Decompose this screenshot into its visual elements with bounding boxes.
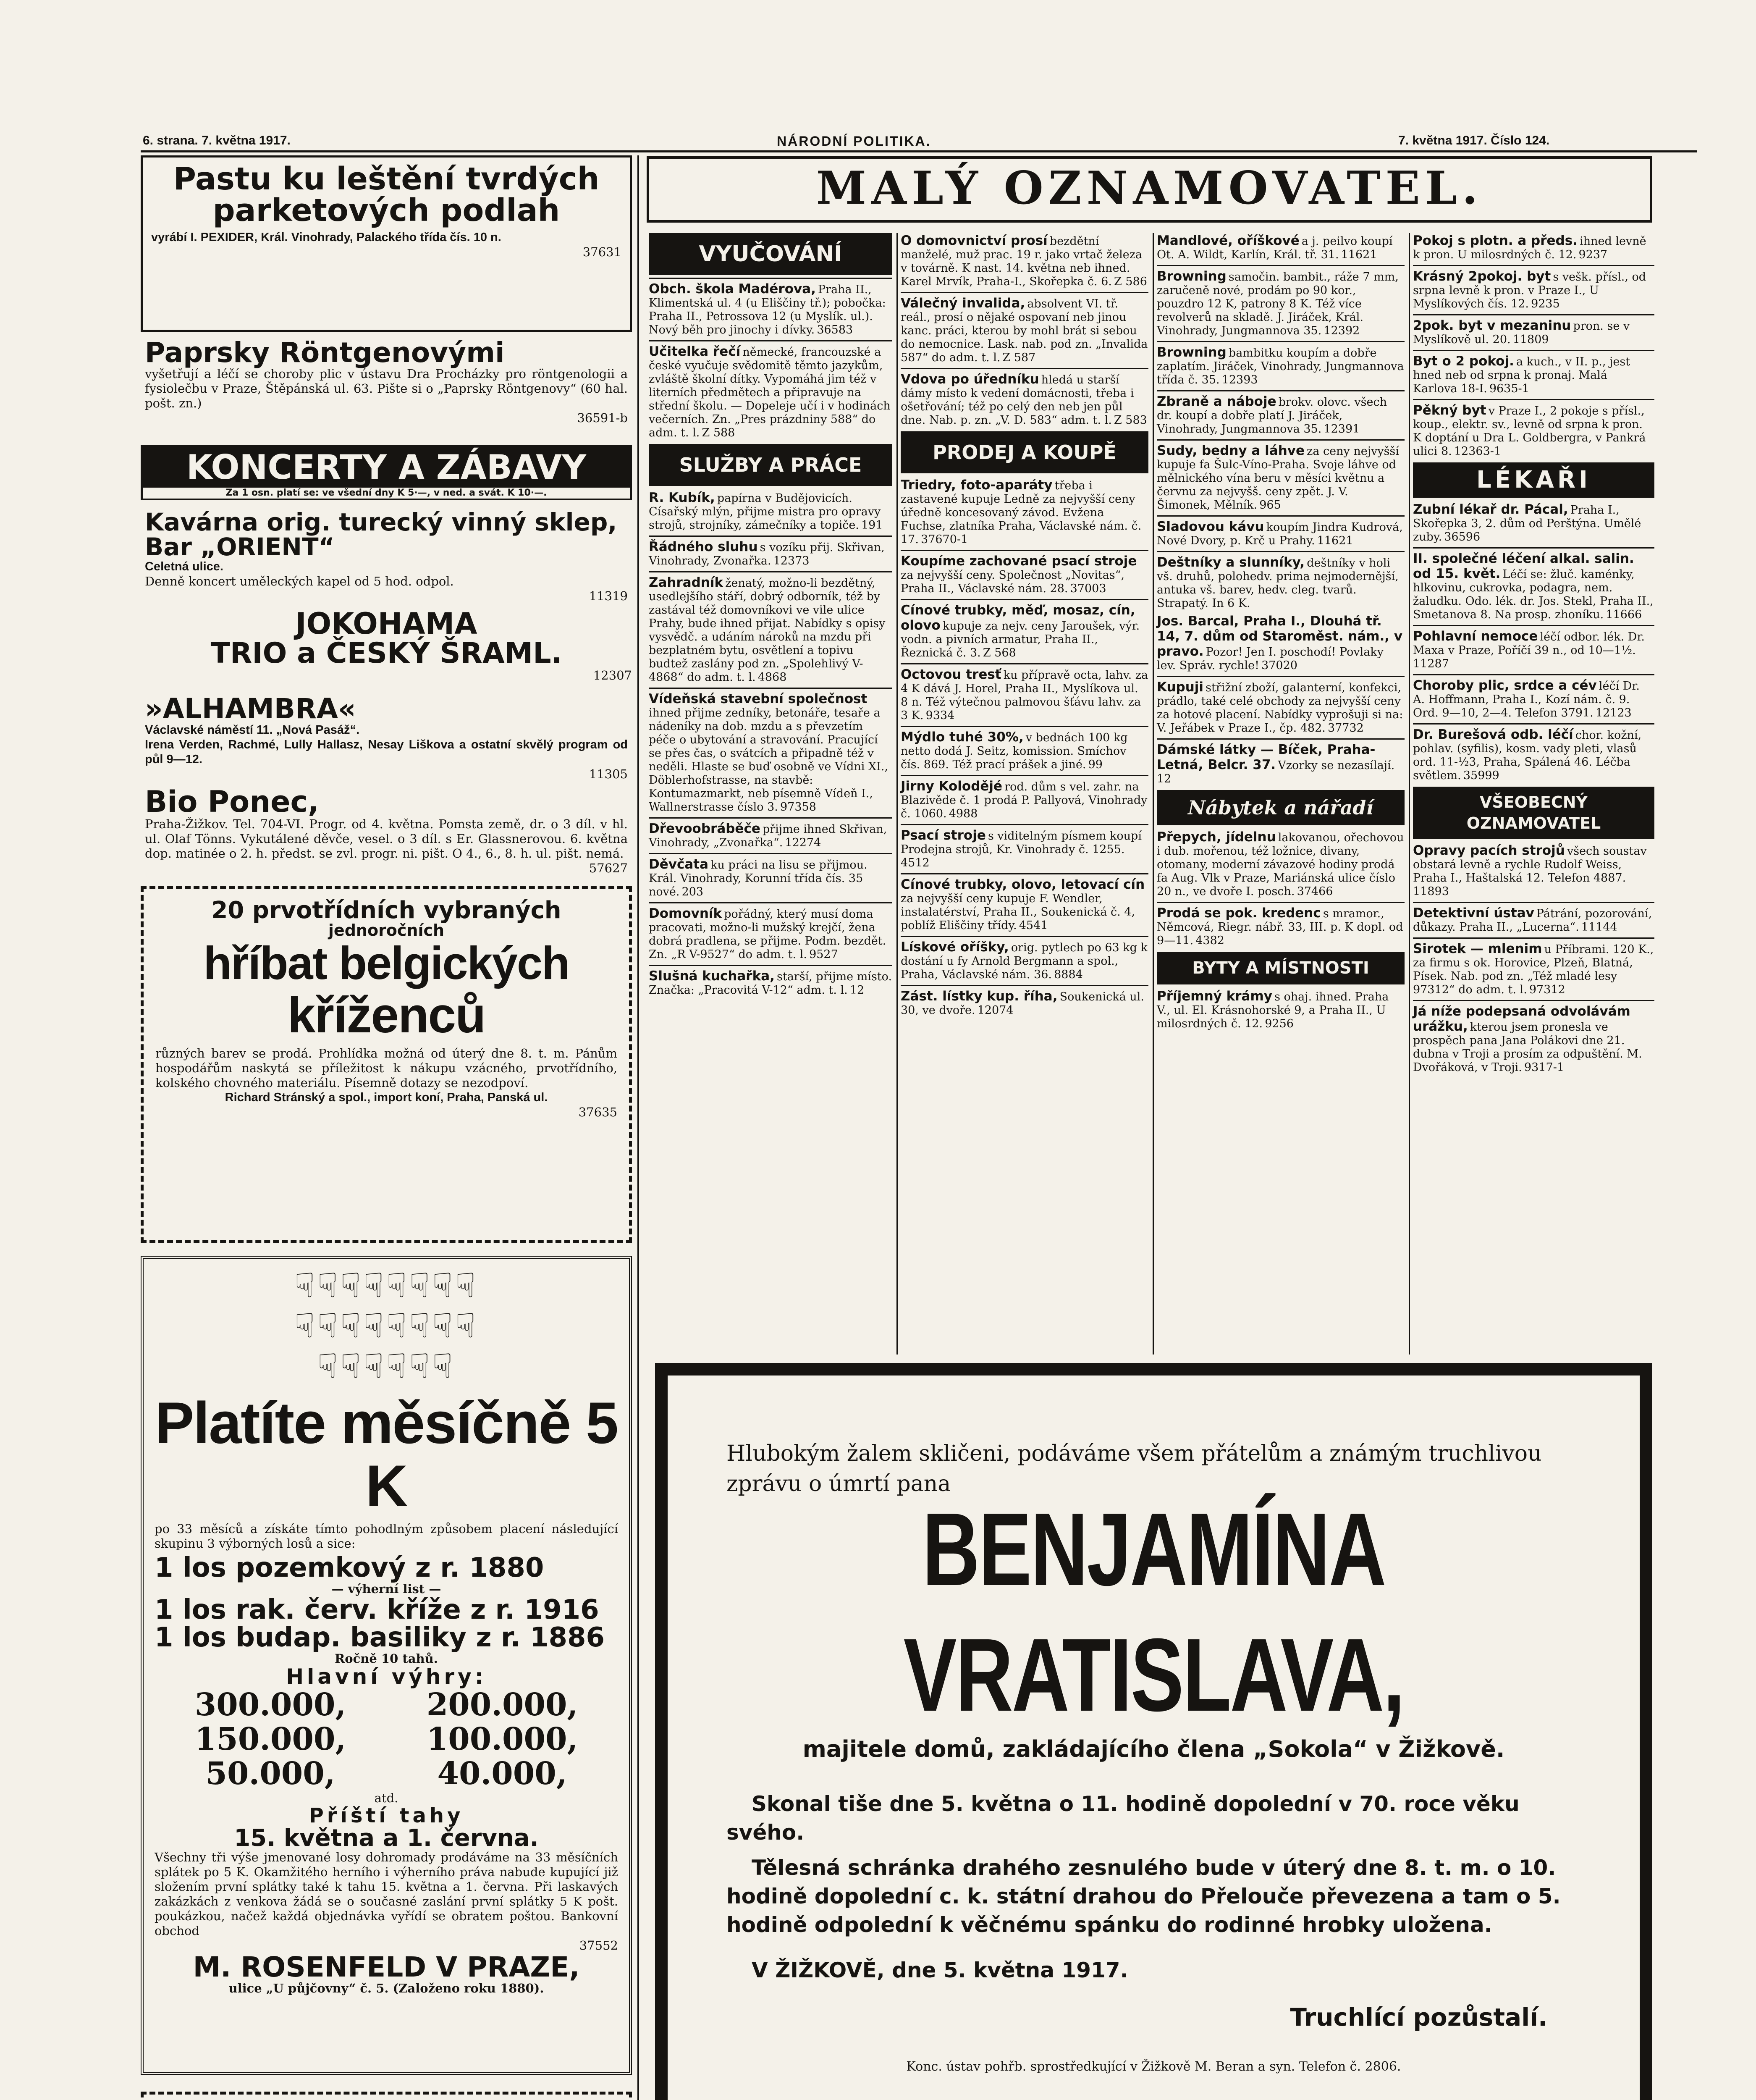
entry-code: 12393 xyxy=(1221,373,1258,386)
ad-alhambra-text: Irena Verden, Rachmé, Lully Hallasz, Nesay Liškova a ostatní skvělý program od půl 9—12. xyxy=(145,738,628,766)
entry-code: 37003 xyxy=(1070,582,1106,595)
entry-text: v Praze I., 2 pokoje s přísl., koup., elektr. sv., levně od srpna k pron. K doptání u Dra L. Goldbergra, v Pankrá ulici 8. xyxy=(1413,404,1646,458)
entry-head: Opravy pacích strojů xyxy=(1413,843,1565,858)
classified-entry xyxy=(1157,519,1405,548)
entry-head: Deštníky a slunníky, xyxy=(1157,555,1305,570)
entry-code: 9635-1 xyxy=(1489,382,1529,395)
entry-code: 11287 xyxy=(1413,657,1449,670)
entry-head: Choroby plic, srdce a cév xyxy=(1413,678,1597,693)
entry-code: 12392 xyxy=(1324,324,1360,337)
classified-entry xyxy=(901,667,1148,722)
entry-text: Léčí se: žluč. kaménky, hlkovinu, cukrovka, podagra, nem. žaludku. Odo. lék. dr. Jos. Stekl, Praha II., Smetanova 8. Na prosp. zhoníku. xyxy=(1413,568,1654,621)
entry-head: Browning xyxy=(1157,345,1227,360)
entry-code: 12074 xyxy=(977,1004,1014,1017)
ad-hribat xyxy=(141,886,632,1243)
ad-paprsky-text: vyšetřují a léčí se choroby plic v ústavu Dra Procházky pro röntgenologii a fysiolečbu v Praze, Štěpánská ul. 63. Pište si o „Paprsky Röntgenovy“ (60 hal. pošt. zn.) xyxy=(145,367,628,411)
classified-entry xyxy=(1413,843,1654,898)
entry-code: 12274 xyxy=(785,836,821,849)
ad-rosenfeld xyxy=(141,1256,632,2075)
entry-code: 9235 xyxy=(1531,297,1560,310)
classified-entry xyxy=(649,539,892,568)
entry-head: Pohlavní nemoce xyxy=(1413,629,1538,644)
entry-code: 37732 xyxy=(1327,722,1364,735)
classified-entry xyxy=(1413,551,1654,622)
entry-head: Browning xyxy=(1157,269,1227,284)
ad-hribat-line1: 20 prvotřídních vybraných xyxy=(211,897,561,924)
entry-text: ihned přijme zedníky, betonáře, tesaře a nádeníky na dob. mzdu a s převzetím péče o ubytování a stravování. Pracující se přes čas, o svátcích a připadně též v neděli. Hlaste se buď osobně ve Vídni XI., Döblerhofstrasse, na stavbě: Kontumazmarkt, neb písemně Vídeň I., Wallnerstrasse číslo 3. xyxy=(649,706,888,814)
classified-entry xyxy=(1157,269,1405,338)
entry-text: za nejvyšší ceny. Společnost „Novitas“, Praha II., Václavské nám. 28. xyxy=(901,569,1125,595)
entry-head: Mýdlo tuhé 30%, xyxy=(901,730,1024,745)
ad-rosenfeld-lot2: 1 los rak. červ. kříže z r. 1916 xyxy=(155,1594,599,1626)
ad-dudova xyxy=(141,2092,632,2100)
ad-rosenfeld-title: Platíte měsíčně 5 K xyxy=(155,1390,618,1519)
entry-code: 11666 xyxy=(1606,608,1642,621)
entry-code: 9256 xyxy=(1265,1017,1294,1030)
classified-entry xyxy=(1157,233,1405,262)
entry-head: Jirny Kolodějé xyxy=(901,779,1003,794)
obituary-paragraph-2: Tělesná schránka drahého zesnulého bude v úterý dne 8. t. m. o 10. hodině dopolední c. k. státní drahou do Přelouče převezena a tam o 5. hodině odpolední k věčnému spánku do rodinné hrobky uložena. xyxy=(726,1856,1561,1937)
ad-alhambra-title: »ALHAMBRA« xyxy=(145,693,356,725)
classified-entry xyxy=(1413,678,1654,720)
entry-code: 36583 xyxy=(817,323,853,336)
entry-text: u Příbrami. 120 K., za firmu s ok. Horovice, Plzeň, Blatná, Písek. Nab. pod zn. „Též mladé lesy 97312“ do adm. t. l. xyxy=(1413,943,1654,996)
classified-entry xyxy=(649,821,892,850)
ad-rosenfeld-lot1: 1 los pozemkový z r. 1880 xyxy=(155,1552,544,1583)
ad-bio-title: Bio Ponec, xyxy=(145,785,319,819)
classified-entry xyxy=(1157,345,1405,387)
section-banner-sluzby: SLUŽBY A PRÁCE xyxy=(649,444,892,486)
entry-head: Octovou tresť xyxy=(901,667,1001,682)
ad-kavarna-street: Celetná ulice. xyxy=(145,560,223,574)
obituary-signature: Truchlící pozůstalí. xyxy=(1290,2003,1547,2032)
column-divider xyxy=(637,155,639,2100)
win-amount: 200.000, xyxy=(426,1686,578,1723)
entry-text: papírna v Budějovicích. Císařský mlýn, přijme mistra pro opravy strojů, strojníky, zámečníky a topiče. xyxy=(649,492,881,532)
entry-head: Vídeňská stavební společnost xyxy=(649,691,868,706)
entry-text: ku práci na lisu se přijmou. Král. Vinohrady, Korunní třída čís. 35 nové. xyxy=(649,858,868,898)
classified-entry xyxy=(649,281,892,337)
entry-code: 4868 xyxy=(757,671,787,684)
entry-head: Dámské látky — Bíček, Praha-Letná, Belcr. 37. xyxy=(1157,742,1376,772)
win-amount: 100.000, xyxy=(426,1721,578,1757)
entry-head: Válečný invalida, xyxy=(901,296,1025,311)
classified-entry xyxy=(1413,941,1654,997)
entry-head: Detektivní ústav xyxy=(1413,906,1534,921)
ad-rosenfeld-draw-title: Příští tahy xyxy=(309,1803,464,1827)
entry-head: Zubní lékař dr. Pácal, xyxy=(1413,502,1568,517)
ad-pastu xyxy=(141,155,632,332)
ad-hribat-title2: kříženců xyxy=(287,987,485,1043)
ad-bio-text: Praha-Žižkov. Tel. 704-VI. Progr. od 4. května. Pomsta země, dr. o 3 díl. v hl. ul. Olaf Tönns. Vykutálené děvče, vesel. o 3 díl. s Er. Glassnerovou. 6. května dop. matinée o 2. h. předst. se zvl. progr. ni. pišt. O 4., 6., 8. h. ul. pišt. nemá. xyxy=(145,817,628,861)
entry-text: s mramor., Němcová, Riegr. nábř. 33, III. p. K dopl. od 9—11. xyxy=(1157,907,1403,947)
entry-code: 9527 xyxy=(809,948,838,961)
win-amount: 40.000, xyxy=(437,1755,567,1792)
entry-head: Pokoj s plotn. a předs. xyxy=(1413,233,1578,248)
entry-text: pron. se v Myslíkově ul. 20. xyxy=(1413,320,1630,346)
entry-code: 9334 xyxy=(925,709,955,722)
entry-text: třeba i zastavené kupuje Ledně za nejvyšší ceny úředně koncesovaný závod. Evžena Fuchse, zlatníka Praha, Václavské nám. č. 17. xyxy=(901,479,1142,546)
ad-jokohama-code: 12307 xyxy=(593,668,632,682)
ad-hribat-code: 37635 xyxy=(578,1105,617,1119)
entry-text: a kuch., v II. p., jest hned neb od srpna k pronaj. Malá Karlova 18-I. xyxy=(1413,355,1630,395)
entry-text: rod. dům s vel. zahr. na Blazivěde č. 1 prodá P. Pallyová, Vinohrady č. 1060. xyxy=(901,780,1148,820)
entry-head: Sladovou kávu xyxy=(1157,519,1264,534)
classified-entry xyxy=(1157,742,1405,786)
ad-rosenfeld-code: 37552 xyxy=(579,1938,618,1953)
win-amount: 300.000, xyxy=(194,1686,346,1723)
entry-code: 4382 xyxy=(1195,934,1224,947)
ad-paprsky-code: 36591-b xyxy=(577,411,628,425)
ad-rosenfeld-text: Všechny tři výše jmenované losy dohromady prodáváme na 33 měsíčních splátek po 5 K. Okamžitého herního i výherního práva nabude kupující již složením první splátky také k tahu 15. května a 1. června. Při laskavých zakázkách z venkova žádá se o současné zaslání první splátky 5 K pošt. poukázkou, načež každá objednávka vyřídí se obratem poštou. Bankovní obchod xyxy=(155,1850,618,1938)
classified-entry xyxy=(649,344,892,440)
ad-hribat-text: různých barev se prodá. Prohlídka možná od úterý dne 8. t. m. Pánům hospodářům naskytá se příležitost k nákupu vzácného, prvotřídního, kolského chovného materiálu. Písemně dotazy se nezodpoví. xyxy=(155,1046,617,1090)
pointing-hands-row: ☟☟☟☟☟☟☟☟ ☟☟☟☟☟☟☟☟ ☟☟☟☟☟☟ xyxy=(294,1266,478,1386)
entry-code: 37466 xyxy=(1297,885,1333,898)
classified-entry xyxy=(1413,906,1654,934)
entry-head: Řádného sluhu xyxy=(649,539,758,554)
ad-bio-ponec xyxy=(141,785,632,882)
section-banner-prodej: PRODEJ A KOUPĚ xyxy=(901,431,1148,473)
classified-entry xyxy=(1157,989,1405,1031)
entry-head: Zást. lístky kup. říha, xyxy=(901,989,1058,1004)
classified-entry xyxy=(1157,394,1405,436)
entry-head: Zbraně a náboje xyxy=(1157,394,1276,409)
header-rule xyxy=(141,150,1697,152)
entry-head: Kupuji xyxy=(1157,680,1204,695)
entry-code: Z 583 xyxy=(1114,414,1147,427)
section-banner-vyucovani: VYUČOVÁNÍ xyxy=(649,233,892,275)
ad-alhambra xyxy=(141,693,632,781)
section-banner-koncerty xyxy=(141,445,632,500)
ad-pastu-text: vyrábí I. PEXIDER, Král. Vinohrady, Palackého třída čís. 10 n. xyxy=(151,230,501,244)
classified-entry xyxy=(901,989,1148,1017)
koncerty-note: Za 1 osn. platí se: ve všední dny K 5·—, v ned. a svát. K 10·—. xyxy=(143,488,630,499)
entry-code: 11893 xyxy=(1413,885,1449,898)
classified-entry xyxy=(1157,555,1405,610)
ad-hribat-firm: Richard Stránský a spol., import koní, Praha, Panská ul. xyxy=(225,1090,548,1104)
entry-code: 191 xyxy=(861,519,883,532)
entry-head: Koupíme zachované psací stroje xyxy=(901,554,1137,569)
entry-head: 2pok. byt v mezaninu xyxy=(1413,318,1571,333)
entry-head: Pěkný byt xyxy=(1413,403,1486,418)
entry-head: Jos. Barcal, Praha I., Dlouhá tř. 14, 7. dům od Staroměst. nám., v pravo. xyxy=(1157,614,1403,659)
entry-head: R. Kubík, xyxy=(649,490,715,505)
entry-text: ihned levně k pron. U milosrdných č. 12. xyxy=(1413,235,1646,261)
ad-pastu-code: 37631 xyxy=(582,244,621,259)
entry-text: koupím Jindra Kudrová, Nové Dvory, p. Krč u Prahy. xyxy=(1157,521,1403,547)
entry-head: Triedry, foto-aparáty xyxy=(901,478,1053,493)
entry-code: 9317-1 xyxy=(1524,1061,1564,1074)
obituary-intro: Hlubokým žalem skličeni, podáváme všem přátelům a známým truchlivou zprávu o úmrtí pana xyxy=(726,1441,1542,1496)
classified-entry xyxy=(1413,318,1654,346)
ad-jokohama xyxy=(141,606,632,689)
entry-text: orig. pytlech po 63 kg k dostání u fy Arnold Bergmann a spol., Praha, Václavské nám. 36. xyxy=(901,941,1148,981)
entry-code: Z 568 xyxy=(983,646,1016,659)
ad-hribat-line2: jednoročních xyxy=(328,921,445,940)
classified-entry xyxy=(1413,403,1654,458)
entry-text: přijme ihned Skřivan, Vinohrady, „Zvonařka“. xyxy=(649,823,887,849)
ad-rosenfeld-wins-grid xyxy=(155,1688,618,1791)
koncerty-banner-text: KONCERTY A ZÁBAVY xyxy=(186,448,587,487)
classified-entry xyxy=(1413,269,1654,311)
entry-head: Dřevoobráběče xyxy=(649,821,760,836)
entry-head: Domovník xyxy=(649,906,722,921)
classified-entry xyxy=(1157,443,1405,512)
entry-code: 37020 xyxy=(1261,659,1297,672)
entry-head: O domovnictví prosí xyxy=(901,233,1048,248)
classified-entry xyxy=(1413,354,1654,396)
entry-text: Praha I., Skořepka 3, 2. dům od Perštýna. Umělé zuby. xyxy=(1413,504,1641,543)
classified-entry xyxy=(901,828,1148,870)
entry-code: 4512 xyxy=(901,856,930,869)
entry-text: pořádný, který musí doma pracovati, možno-li mužský krejčí, žena dobrá pradlena, se přijme. Podm. bezdět. Zn. „R V-9527“ do adm. t. l. xyxy=(649,908,886,961)
entry-text: s ohaj. ihned. Praha V., ul. El. Krásnohorské 9, a Praha II., U milosrdných č. 12. xyxy=(1157,990,1389,1030)
obituary-paragraph-1: Skonal tiše dne 5. května o 11. hodině dopolední v 70. roce věku svého. xyxy=(726,1792,1520,1845)
entry-text: brokv. olovc. všech dr. koupí a dobře platí J. Jiráček, Vinohrady, Jungmannova 35. xyxy=(1157,396,1387,436)
entry-code: 12391 xyxy=(1324,423,1360,436)
entry-code: 11809 xyxy=(1512,333,1549,346)
entry-head: Mandlové, oříškové xyxy=(1157,233,1300,248)
entry-code: 12123 xyxy=(1595,706,1632,719)
classified-entry xyxy=(901,554,1148,596)
entry-code: 965 xyxy=(1259,499,1281,512)
classified-entry xyxy=(649,906,892,961)
entry-head: Přepych, jídelnu xyxy=(1157,830,1276,845)
classified-divider xyxy=(896,233,898,1354)
classified-entry xyxy=(1157,830,1405,898)
entry-head: Sirotek — mlenim xyxy=(1413,941,1542,956)
classified-divider xyxy=(1409,233,1410,1354)
entry-text: deštníky v holi vš. druhů, polohedv. prima nejmodernější, antuka vš. barev, hedv. cleg. tvarů. Strapatý. In 6 K. xyxy=(1157,556,1399,610)
entry-text: všech soustav obstará levně a rychle Rudolf Weiss, Praha I., Haštalská 12. Telefon 4887. xyxy=(1413,845,1647,885)
ad-jokohama-subtitle: TRIO a ČESKÝ ŠRAML. xyxy=(210,637,562,670)
entry-text: bambitku koupím a dobře zaplatím. Jiráček, Vinohrady, Jungmannova třída č. 35. xyxy=(1157,346,1404,386)
classified-entry xyxy=(1157,614,1405,672)
entry-code: 4988 xyxy=(949,807,978,820)
entry-code: 11144 xyxy=(1581,921,1617,934)
section-banner-nabytek: Nábytek a nářadí xyxy=(1157,790,1405,825)
classified-column-1 xyxy=(649,233,892,1354)
entry-head: Byt o 2 pokoj. xyxy=(1413,354,1514,369)
ad-alhambra-code: 11305 xyxy=(589,767,628,782)
entry-text: ku přípravě octa, lahv. za 4 K dává J. Horel, Praha II., Myslíkova ul. 8 n. Též výtečnou palmovou šťávu lahv. za 3 K. xyxy=(901,669,1148,722)
entry-text: s viditelným písmem koupí Prodejna strojů, Kr. Vinohrady č. 1255. xyxy=(901,830,1142,856)
classified-entry xyxy=(901,233,1148,289)
entry-head: Vdova po úředníku xyxy=(901,372,1039,387)
classified-entry xyxy=(649,857,892,899)
ad-hribat-title1: hříbat belgických xyxy=(203,937,569,989)
entry-text: chor. kožní, pohlav. (syfilis), kosm. vady pleti, vlasů ord. 11-½3, Praha, Spálená 46. Léčba světlem. xyxy=(1413,729,1642,782)
obituary-footer: Konc. ústav pohřb. sprostředkující v Žižkově M. Beran a syn. Telefon č. 2806. xyxy=(906,2059,1401,2074)
ad-alhambra-address: Václavské náměstí 11. „Nová Pasáž“. xyxy=(145,723,360,737)
ad-kavarna xyxy=(141,508,632,604)
entry-head: Cínové trubky, měď, mosaz, cín, olovo xyxy=(901,603,1135,633)
entry-head: Sudy, bedny a láhve xyxy=(1157,443,1305,458)
entry-text: absolvent VI. tř. reál., prosí o nějaké ospovaní neb jinou kanc. práci, kterou by mohl brát si sebou do nemocnice. Lask. nab. pod zn. „Invalida 587“ do adm. t. l. xyxy=(901,297,1148,364)
entry-code: 99 xyxy=(1088,758,1103,771)
entry-code: 4541 xyxy=(1019,919,1048,932)
entry-head: Lískové oříšky, xyxy=(901,940,1009,955)
entry-text: starší, přijme místo. Značka: „Pracovitá V-12“ adm. t. l. xyxy=(649,970,892,997)
entry-code: 36596 xyxy=(1444,530,1481,543)
entry-head: Cínové trubky, olovo, letovací cín xyxy=(901,877,1145,892)
classified-entry xyxy=(1157,906,1405,948)
entry-code: 12 xyxy=(849,984,865,997)
entry-text: a j. peilvo koupí Ot. A. Wildt, Karlín, Král. tř. 31. xyxy=(1157,235,1393,261)
ad-rosenfeld-wins-note: atd. xyxy=(374,1790,398,1805)
classified-entry xyxy=(901,372,1148,427)
entry-head: II. společné léčení alkal. salin. od 15. květ. xyxy=(1413,551,1634,581)
obituary-place-date: V ŽIŽKOVĚ, dne 5. května 1917. xyxy=(752,1958,1128,1982)
entry-code: 97358 xyxy=(780,801,816,814)
classified-entry xyxy=(901,940,1148,982)
entry-head: Slušná kuchařka, xyxy=(649,969,775,984)
ad-paprsky-title: Paprsky Röntgenovými xyxy=(145,336,505,369)
classified-entry xyxy=(901,296,1148,365)
entry-head: Já níže podepsaná odvolávám urážku, xyxy=(1413,1004,1630,1034)
entry-code: 97312 xyxy=(1529,983,1565,996)
classified-entry xyxy=(1157,680,1405,735)
classified-entry xyxy=(901,730,1148,772)
classified-column-4 xyxy=(1413,233,1654,1354)
masthead: NÁRODNÍ POLITIKA. xyxy=(777,134,931,149)
classified-entry xyxy=(1413,502,1654,544)
section-banner-vseobecny: VŠEOBECNÝ OZNAMOVATEL xyxy=(1413,787,1654,839)
entry-head: Učitelka řečí xyxy=(649,344,741,359)
win-amount: 50.000, xyxy=(205,1755,335,1792)
entry-text: bezdětní manželé, muž prac. 19 r. jako vrtač železa v továrně. K nast. 14. května neb ihned. Karel Mrvík, Praha-I., Skořepka č. 6. xyxy=(901,235,1143,288)
entry-text: s vozíku přij. Skřivan, Vinohrady, Zvonařka. xyxy=(649,541,885,567)
entry-code: Z 588 xyxy=(702,426,735,439)
obituary-notice xyxy=(655,1363,1652,2100)
entry-code: 9237 xyxy=(1578,248,1608,261)
ad-rosenfeld-firm: M. ROSENFELD V PRAZE, xyxy=(193,1950,580,1983)
page-date-right: 7. května 1917. Číslo 124. xyxy=(1398,134,1550,147)
obituary-name: BENJAMÍNA VRATISLAVA, xyxy=(903,1491,1404,1733)
ad-rosenfeld-lot3: 1 los budap. basiliky z r. 1886 xyxy=(155,1622,605,1653)
entry-text: kterou jsem pronesla ve prospěch pana Jana Polákovi dne 21. dubna v Troji a prosím za odpuštění. M. Dvořáková, v Troji. xyxy=(1413,1021,1642,1074)
entry-head: Psací stroje xyxy=(901,828,986,843)
classified-entry xyxy=(901,603,1148,660)
classified-entry xyxy=(649,575,892,684)
entry-code: 11621 xyxy=(1317,534,1353,547)
ad-rosenfeld-draw-dates: 15. května a 1. června. xyxy=(234,1824,539,1852)
entry-code: 12363-1 xyxy=(1454,445,1502,458)
classified-entry xyxy=(901,478,1148,546)
entry-text: Soukenická ul. 30, ve dvoře. xyxy=(901,990,1144,1017)
section-banner-byty: BYTY A MÍSTNOSTI xyxy=(1157,952,1405,984)
entry-head: Krásný 2pokoj. byt xyxy=(1413,269,1551,284)
entry-code: 11621 xyxy=(1341,248,1377,261)
classified-column-3 xyxy=(1157,233,1405,1354)
entry-text: s vešk. přísl., od srpna levně k pron. v Praze I., U Myslíkových čís. 12. xyxy=(1413,270,1646,310)
entry-text: za ceny nejvyšší kupuje fa Šulc-Víno-Praha. Svoje láhve od mělnického vína beru v měsíci květnu a červnu za nejvyšš. ceny zpět. J. V. Šimonek, Mělník. xyxy=(1157,445,1399,512)
entry-text: samočin. bambit., ráže 7 mm, zaručeně nové, prodám po 90 kor., pouzdro 12 K, patrony 8 K. Též více revolverů na skladě. J. Jiráček, Král. Vinohrady, Jungmannova 35. xyxy=(1157,270,1399,337)
entry-text: léčí odbor. lék. Dr. Maxa v Praze, Poříčí 39 n., od 10—1½. xyxy=(1413,630,1645,657)
section-banner-lekari: LÉKAŘI xyxy=(1413,462,1654,498)
entry-head: Děvčata xyxy=(649,857,708,872)
entry-text: hledá u starší dámy místo k vedení domácnosti, třeba i ošetřování; též po celý den neb jen půl dne. Nab. p. zn. „V. D. 583“ adm. t. l. xyxy=(901,373,1134,427)
ad-bio-code: 57627 xyxy=(589,861,628,876)
ad-rosenfeld-wins-title: Hlavní výhry: xyxy=(286,1664,487,1689)
classified-entry xyxy=(1413,629,1654,671)
ad-rosenfeld-lot1-note: — výherní list — xyxy=(331,1582,441,1596)
ad-kavarna-code: 11319 xyxy=(589,589,628,604)
entry-head: Příjemný krámy xyxy=(1157,989,1272,1004)
entry-head: Zahradník xyxy=(649,575,723,590)
entry-head: Prodá se pok. kredenc xyxy=(1157,906,1321,921)
obituary-role: majitele domů, zakládajícího člena „Sokola“ v Žižkově. xyxy=(802,1736,1505,1762)
win-amount: 150.000, xyxy=(194,1721,346,1757)
classified-entry xyxy=(1413,727,1654,782)
entry-head: Dr. Burešová odb. léčí xyxy=(1413,727,1573,742)
entry-code: Z 587 xyxy=(1002,351,1036,364)
classified-divider xyxy=(1153,233,1154,1354)
entry-code: 12 xyxy=(1157,772,1172,785)
entry-text: německé, francouzské a české vyučuje svědomitě těmto jazykům, zvláště školní dítky. Vypomáhá jim též v literních předmětech a připravuje na střední školu. — Dopeleje učí i v hodinách večerních. Zn. „Pres prázdniny 588“ do adm. t. l. xyxy=(649,346,891,439)
classified-column-2 xyxy=(901,233,1148,1354)
ad-rosenfeld-intro: po 33 měsíců a získáte tímto pohodlným způsobem placení následující skupinu 3 výborných losů a sice: xyxy=(155,1522,618,1551)
left-ad-column xyxy=(141,155,632,2100)
classified-entry xyxy=(1413,233,1654,262)
ad-rosenfeld-address: ulice „U půjčovny“ č. 5. (Založeno roku 1880). xyxy=(228,1981,544,1996)
entry-code: 12373 xyxy=(773,554,810,567)
entry-text: Praha II., Klimentská ul. 4 (u Eliščiny tř.); pobočka: Praha II., Petrossova 12 (u Myslík. ul.). Nový běh pro jinochy i dívky. xyxy=(649,283,886,336)
entry-text: Pozor! Jen I. poschodí! Povlaky lev. Správ. rychle! xyxy=(1157,646,1384,672)
page-date-left: 6. strana. 7. května 1917. xyxy=(143,134,291,147)
ad-kavarna-text: Denně koncert uměleckých kapel od 5 hod. odpol. xyxy=(145,574,454,589)
classified-entry xyxy=(649,691,892,814)
classified-title: MALÝ OZNAMOVATEL. xyxy=(647,156,1652,223)
entry-text: v bednách 100 kg netto dodá J. Seitz, komission. Smíchov čís. 869. Též prací prášek a jiné. xyxy=(901,731,1128,771)
ad-paprsky xyxy=(141,336,632,437)
entry-text: Pátrání, pozorování, důkazy. Praha II., „Lucerna“. xyxy=(1413,907,1652,934)
classified-entry xyxy=(649,969,892,997)
entry-code: 8884 xyxy=(1054,968,1083,981)
ad-rosenfeld-lot3-note: Ročně 10 tahů. xyxy=(335,1651,438,1666)
entry-text: střižní zboží, galanterní, konfekci, prádlo, také celé obchody za nejvyšší ceny za hotové placení. Nabídky vyprošuji si na: V. Jeřábek v Praze I., čp. 482. xyxy=(1157,681,1403,735)
ad-jokohama-title: JOKOHAMA xyxy=(295,606,477,641)
ad-pastu-title: Pastu ku leštění tvrdých parketových podlah xyxy=(173,161,600,229)
entry-code: 203 xyxy=(681,885,704,898)
classified-entry xyxy=(649,490,892,532)
entry-text: Vzorky se nezasílají. xyxy=(1278,759,1395,772)
entry-code: Z 586 xyxy=(1114,275,1147,288)
entry-code: 35999 xyxy=(1463,769,1499,782)
entry-text: ženatý, možno-li bezdětný, usedlejšího stáří, dobrý odborník, též by zastával též domovníkovi ve vile ulice Prahy, bude ihned přijat. Nabídky s opisy vysvědč. a udáním nároků na mzdu při bezplatném bytu, osvětlení a topivu budtež zaslány pod zn. „Spolehlivý V-4868“ do adm. t. l. xyxy=(649,577,886,684)
classified-entry xyxy=(901,779,1148,821)
entry-text: léčí Dr. A. Hoffmann, Praha I., Kozí nám. č. 9. Ord. 9—10, 2—4. Telefon 3791. xyxy=(1413,680,1640,719)
classified-entry xyxy=(1413,1004,1654,1074)
ad-kavarna-title: Kavárna orig. turecký vinný sklep, Bar „ORIENT“ xyxy=(145,508,617,562)
entry-text: za nejvyšší ceny kupuje F. Wendler, instalatérství, Praha II., Soukenická č. 4, poblíž Eliščiny třídy. xyxy=(901,892,1135,932)
entry-text: lakovanou, ořechovou i dub. mořenou, též ložnice, divany, otomany, moderní závazové hodiny prodá fa Aug. Vlk v Praze, Mariánská ulice číslo 20 n., ve dvoře I. posch. xyxy=(1157,831,1404,898)
entry-text: kupuje za nejv. ceny Jaroušek, výr. vodn. a pivních armatur, Praha II., Řeznická č. 3. xyxy=(901,620,1140,659)
entry-head: Obch. škola Madérova, xyxy=(649,281,816,297)
classified-entry xyxy=(901,877,1148,932)
entry-code: 37670-1 xyxy=(921,533,968,546)
